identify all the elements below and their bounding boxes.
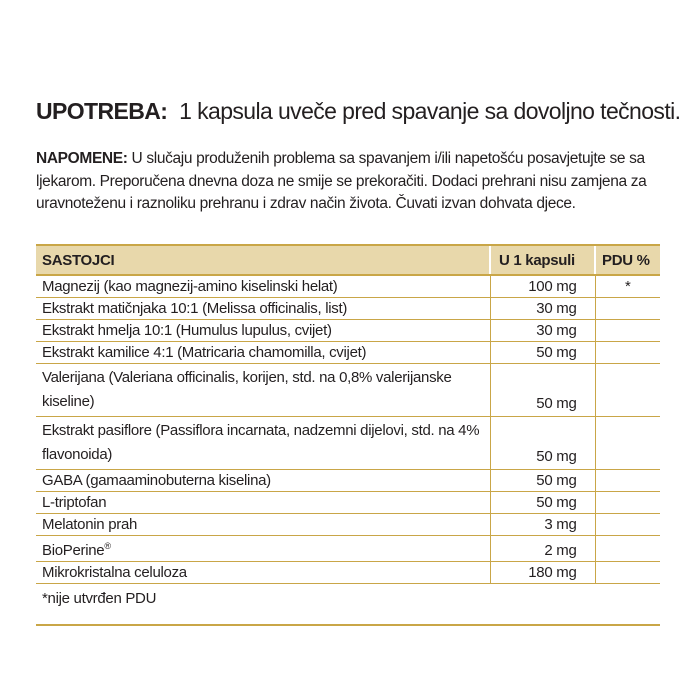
table-row: [36, 320, 660, 342]
table-row: [36, 562, 660, 584]
notes-label: NAPOMENE:: [36, 150, 128, 167]
ingredient-name: GABA (gamaaminobuterna kiselina): [36, 470, 490, 492]
table-header-row: [36, 245, 660, 275]
ingredient-pdu: [595, 364, 660, 417]
ingredient-name: BioPerine: [42, 542, 105, 559]
usage-label: UPOTREBA:: [36, 98, 168, 124]
ingredient-amount: 100 mg: [490, 275, 595, 298]
ingredient-pdu: *: [595, 275, 660, 298]
ingredient-name: Valerijana (Valeriana officinalis, korijen, std. na 0,8% valerijanske kiseline): [36, 364, 490, 417]
ingredient-amount: 50 mg: [490, 470, 595, 492]
ingredient-amount: 50 mg: [490, 492, 595, 514]
ingredient-pdu: [595, 562, 660, 584]
ingredient-amount: 3 mg: [490, 514, 595, 536]
ingredient-amount: 50 mg: [490, 417, 595, 470]
table-row: [36, 514, 660, 536]
ingredient-name: L-triptofan: [36, 492, 490, 514]
ingredient-amount: 50 mg: [490, 342, 595, 364]
ingredient-name: Magnezij (kao magnezij-amino kiselinski helat): [36, 275, 490, 298]
ingredient-amount: 30 mg: [490, 298, 595, 320]
table-row: [36, 275, 660, 298]
ingredient-amount: 50 mg: [490, 364, 595, 417]
usage-text: 1 kapsula uveče pred spavanje sa dovoljno tečnosti.: [179, 98, 681, 124]
header-amount: U 1 kapsuli: [490, 245, 595, 275]
ingredient-name: Ekstrakt kamilice 4:1 (Matricaria chamomilla, cvijet): [36, 342, 490, 364]
ingredient-pdu: [595, 417, 660, 470]
notes-text: U slučaju produženih problema sa spavanjem i/ili napetošću posavjetujte se sa ljekarom. Preporučena dnevna doza ne smije se prekoračiti. Dodaci prehrani nisu zamjena za uravnoteženu i raznoliku prehranu i zdrav način života. Čuvati izvan dohvata djece.: [36, 150, 647, 212]
ingredient-pdu: [595, 470, 660, 492]
ingredient-amount: 30 mg: [490, 320, 595, 342]
header-pdu: PDU %: [595, 245, 660, 275]
ingredient-pdu: [595, 514, 660, 536]
table-row: [36, 536, 660, 562]
footnote: *nije utvrđen PDU: [36, 584, 660, 626]
ingredient-name: Ekstrakt pasiflore (Passiflora incarnata, nadzemni dijelovi, std. na 4% flavonoida): [36, 417, 490, 470]
registered-mark: ®: [104, 541, 111, 551]
ingredient-name-cell: [36, 536, 490, 562]
table-row: [36, 298, 660, 320]
ingredient-amount: 180 mg: [490, 562, 595, 584]
table-row: [36, 492, 660, 514]
ingredients-table: [36, 244, 660, 626]
ingredient-amount: 2 mg: [490, 536, 595, 562]
ingredient-pdu: [595, 342, 660, 364]
table-row: [36, 364, 660, 417]
ingredient-name: Ekstrakt matičnjaka 10:1 (Melissa officinalis, list): [36, 298, 490, 320]
ingredient-pdu: [595, 492, 660, 514]
ingredient-pdu: [595, 298, 660, 320]
ingredient-name: Mikrokristalna celuloza: [36, 562, 490, 584]
table-row: [36, 417, 660, 470]
ingredient-name: Melatonin prah: [36, 514, 490, 536]
header-ingredients: SASTOJCI: [36, 245, 490, 275]
table-row: [36, 470, 660, 492]
notes-paragraph: [36, 148, 672, 216]
ingredient-pdu: [595, 320, 660, 342]
ingredient-name: Ekstrakt hmelja 10:1 (Humulus lupulus, cvijet): [36, 320, 490, 342]
ingredient-pdu: [595, 536, 660, 562]
usage-line: [36, 96, 681, 126]
table-row: [36, 342, 660, 364]
footnote-row: [36, 584, 660, 626]
